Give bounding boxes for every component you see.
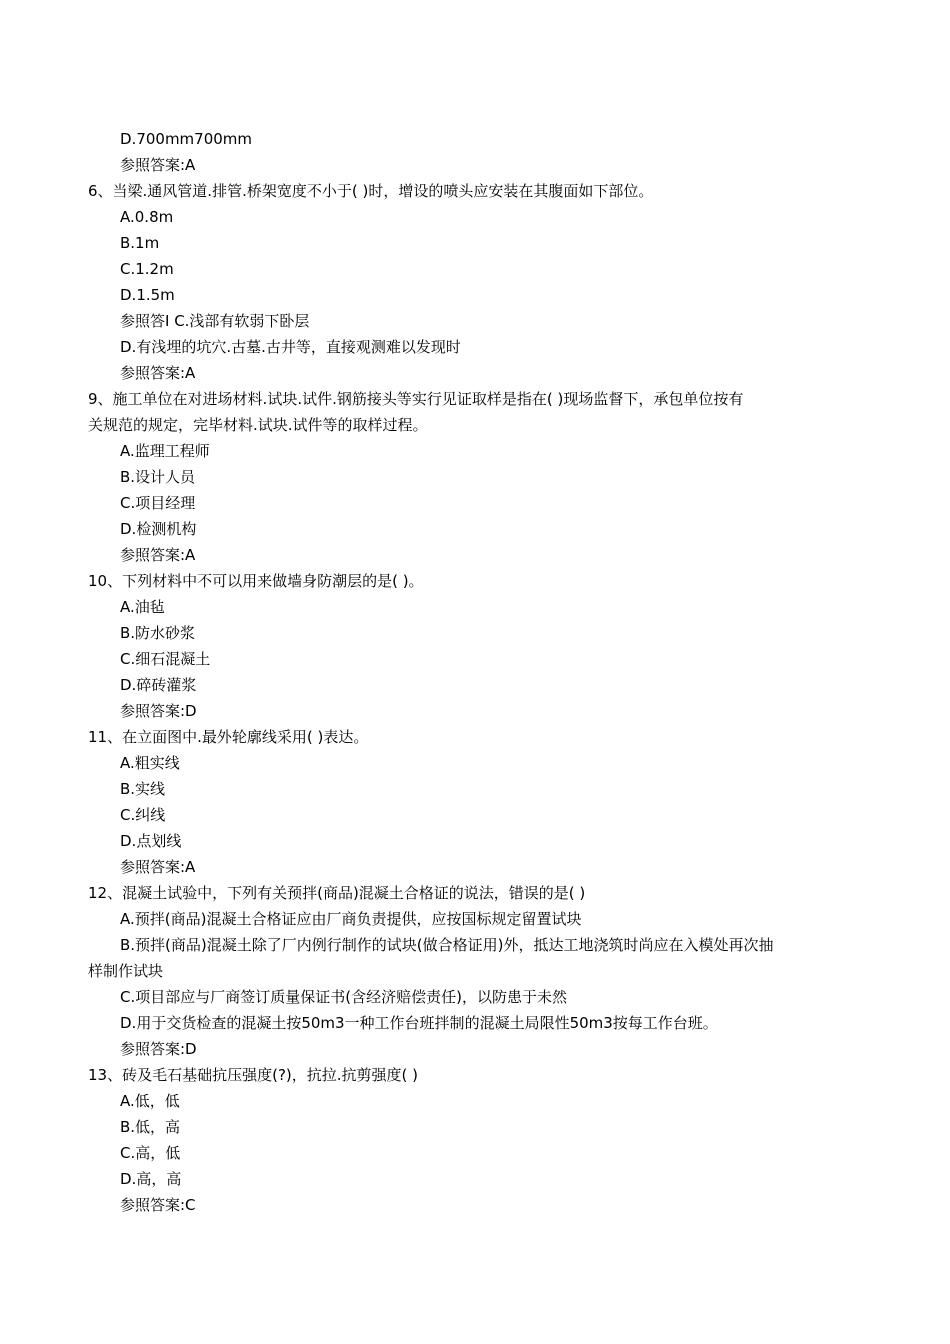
answer-option: C.1.2m bbox=[120, 260, 174, 278]
answer-option: D.用于交货检查的混凝土按50m3一种工作台班拌制的混凝土局限性50m3按每工作台班。 bbox=[120, 1014, 718, 1032]
reference-answer: 参照答案:A bbox=[120, 858, 196, 876]
reference-answer: 参照答案:A bbox=[120, 364, 196, 382]
question-text: 6、当梁.通风管道.排管.桥架宽度不小于( )时，增设的喷头应安装在其腹面如下部位。 bbox=[88, 182, 654, 200]
reference-answer: 参照答案:A bbox=[120, 546, 196, 564]
answer-option: A.监理工程师 bbox=[120, 442, 210, 460]
answer-option: C.项目经理 bbox=[120, 494, 196, 512]
answer-option: D.1.5m bbox=[120, 286, 175, 304]
reference-answer: 参照答Ⅰ C.浅部有软弱下卧层 bbox=[120, 312, 310, 330]
question-text: 12、混凝土试验中，下列有关预拌(商品)混凝土合格证的说法，错误的是( ) bbox=[88, 884, 586, 902]
answer-option: D.高，高 bbox=[120, 1170, 182, 1188]
answer-option: A.低，低 bbox=[120, 1092, 180, 1110]
answer-option: D.检测机构 bbox=[120, 520, 197, 538]
question-text: 11、在立面图中.最外轮廓线采用( )表达。 bbox=[88, 728, 369, 746]
answer-option: D.700mm700mm bbox=[120, 130, 253, 148]
answer-option: D.有浅埋的坑穴.古墓.古井等，直接观测难以发现时 bbox=[120, 338, 461, 356]
reference-answer: 参照答案:C bbox=[120, 1196, 196, 1214]
answer-option: B.设计人员 bbox=[120, 468, 196, 486]
answer-option: A.0.8m bbox=[120, 208, 174, 226]
question-text: 10、下列材料中不可以用来做墙身防潮层的是( )。 bbox=[88, 572, 424, 590]
reference-answer: 参照答案:A bbox=[120, 156, 196, 174]
answer-option: B.预拌(商品)混凝土除了厂内例行制作的试块(做合格证用)外，抵达工地浇筑时尚应在入模处再次抽 bbox=[120, 936, 774, 954]
question-text-continuation: 样制作试块 bbox=[88, 962, 164, 980]
answer-option: D.点划线 bbox=[120, 832, 182, 850]
answer-option: A.粗实线 bbox=[120, 754, 180, 772]
question-text-continuation: 关规范的规定，完毕材料.试块.试件等的取样过程。 bbox=[88, 416, 428, 434]
answer-option: B.1m bbox=[120, 234, 160, 252]
answer-option: D.碎砖灌浆 bbox=[120, 676, 197, 694]
answer-option: A.油毡 bbox=[120, 598, 165, 616]
answer-option: B.防水砂浆 bbox=[120, 624, 196, 642]
answer-option: A.预拌(商品)混凝土合格证应由厂商负责提供，应按国标规定留置试块 bbox=[120, 910, 582, 928]
document-page bbox=[0, 126, 950, 1218]
question-text: 9、施工单位在对进场材料.试块.试件.钢筋接头等实行见证取样是指在( )现场监督下，承包单位按有 bbox=[88, 390, 744, 408]
reference-answer: 参照答案:D bbox=[120, 702, 197, 720]
reference-answer: 参照答案:D bbox=[120, 1040, 197, 1058]
answer-option: B.低，高 bbox=[120, 1118, 181, 1136]
question-text: 13、砖及毛石基础抗压强度(?)，抗拉.抗剪强度( ) bbox=[88, 1066, 418, 1084]
answer-option: C.纠线 bbox=[120, 806, 166, 824]
answer-option: C.细石混凝土 bbox=[120, 650, 211, 668]
answer-option: C.项目部应与厂商签订质量保证书(含经济赔偿责任)，以防患于未然 bbox=[120, 988, 567, 1006]
answer-option: B.实线 bbox=[120, 780, 166, 798]
answer-option: C.高，低 bbox=[120, 1144, 181, 1162]
